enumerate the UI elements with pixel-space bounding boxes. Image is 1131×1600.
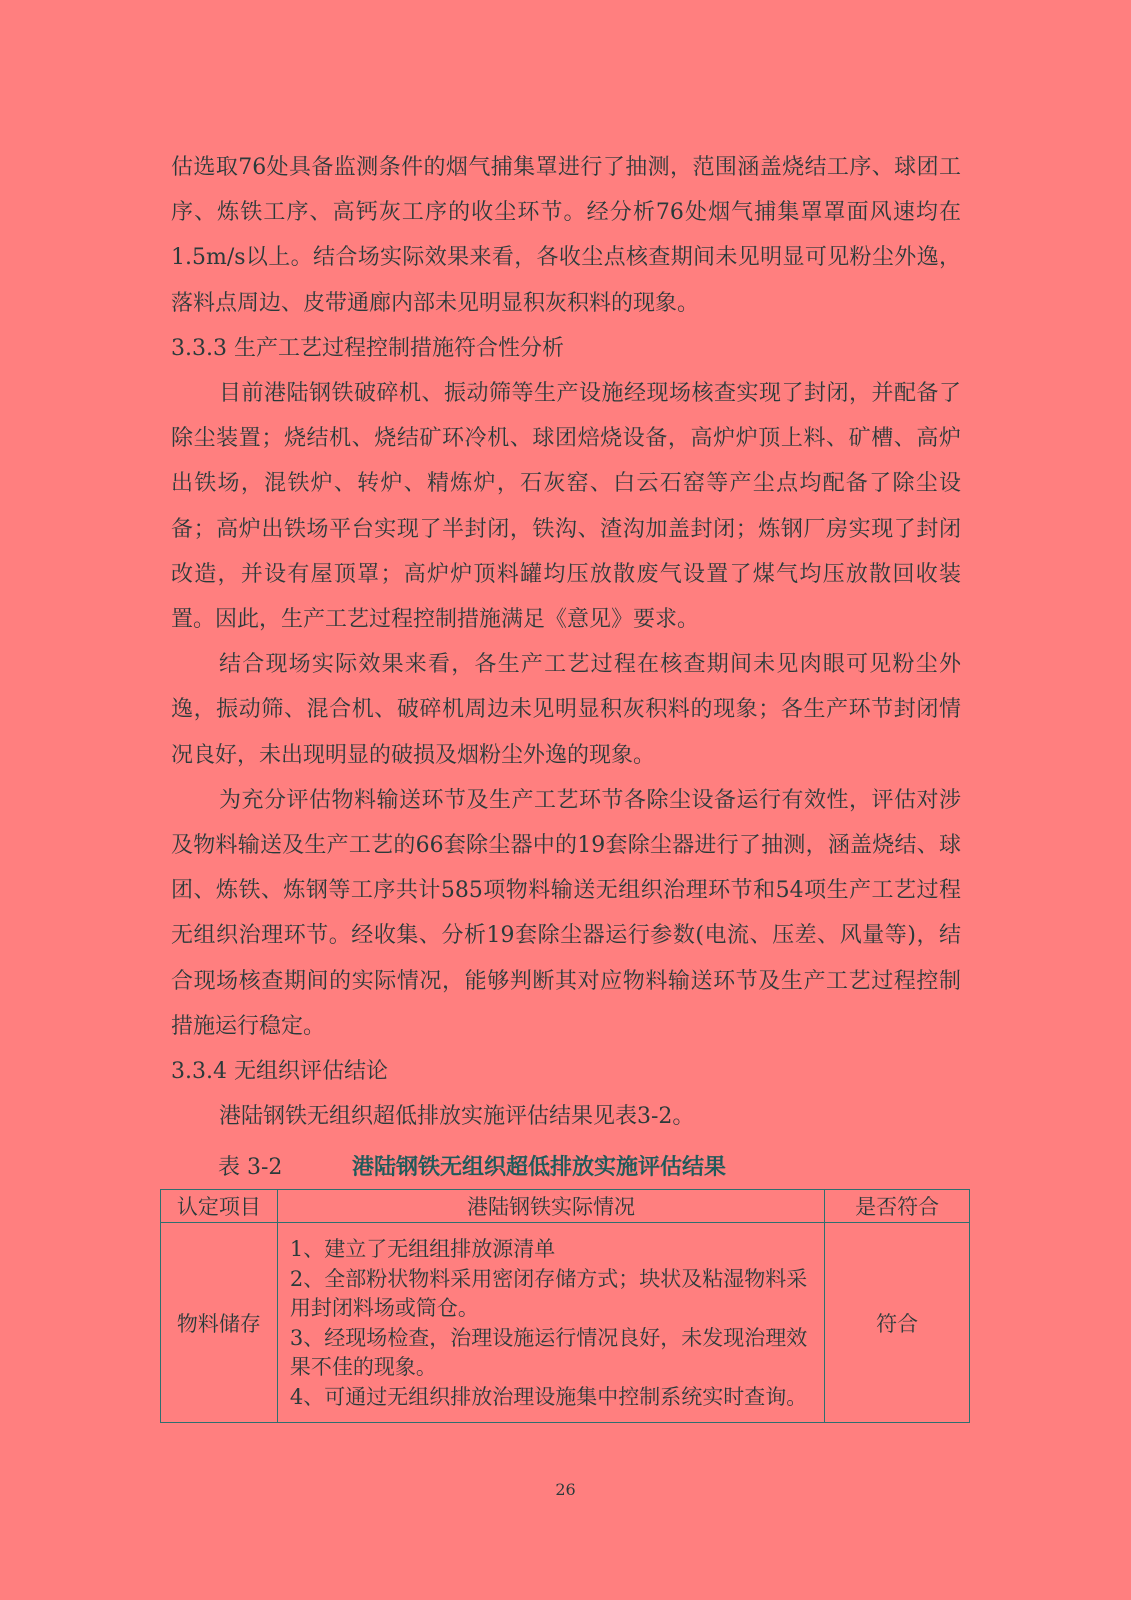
detail-line: 2、全部粉状物料采用密闭存储方式；块状及粘湿物料采用封闭料场或筒仓。 [289,1266,808,1320]
row-item: 物料储存 [161,1223,278,1423]
body-text [171,145,961,1139]
table-caption [218,1153,978,1183]
detail-line: 3、经现场检查，治理设施运行情况良好，未发现治理效果不佳的现象。 [289,1325,808,1379]
paragraph-process-control: 目前港陆钢铁破碎机、振动筛等生产设施经现场核查实现了封闭，并配备了除尘装置；烧结机、烧结矿环冷机、球团焙烧设备，高炉炉顶上料、矿槽、高炉出铁场，混铁炉、转炉、精炼炉，石灰窑、白云石窑等产尘点均配备了除尘设备；高炉出铁场平台实现了半封闭，铁沟、渣沟加盖封闭；炼钢厂房实现了封闭改造，并设有屋顶罩；高炉炉顶料罐均压放散废气设置了煤气均压放散回收装置。因此，生产工艺过程控制措施满足《意见》要求。 [171,381,961,633]
paragraph-table-reference: 港陆钢铁无组织超低排放实施评估结果见表3-2。 [219,1104,695,1130]
table-number: 表 3-2 [218,1155,283,1180]
header-actual-situation: 港陆钢铁实际情况 [277,1190,824,1223]
table-header-row [161,1190,970,1223]
table-title: 港陆钢铁无组织超低排放实施评估结果 [352,1155,727,1180]
row-details [277,1223,824,1423]
header-item: 认定项目 [161,1190,278,1223]
header-compliance: 是否符合 [825,1190,970,1223]
detail-line: 1、建立了无组组排放源清单 [289,1237,556,1261]
paragraph-field-effect: 结合现场实际效果来看，各生产工艺过程在核查期间未见肉眼可见粉尘外逸，振动筛、混合机、破碎机周边未见明显积灰积料的现象；各生产环节封闭情况良好，未出现明显的破损及烟粉尘外逸的现象。 [171,652,961,768]
paragraph-dust-collector-test: 为充分评估物料输送环节及生产工艺环节各除尘设备运行有效性，评估对涉及物料输送及生产工艺的66套除尘器中的19套除尘器进行了抽测，涵盖烧结、球团、炼铁、炼钢等工序共计585项物料输送无组织治理环节和54项生产工艺过程无组织治理环节。经收集、分析19套除尘器运行参数(电流、压差、风量等)，结合现场核查期间的实际情况，能够判断其对应物料输送环节及生产工艺过程控制措施运行稳定。 [171,787,961,1039]
detail-line: 4、可通过无组织排放治理设施集中控制系统实时查询。 [289,1384,808,1409]
assessment-table [160,1189,970,1423]
table-row [161,1223,970,1423]
row-result: 符合 [825,1223,970,1423]
section-heading-3-3-4: 3.3.4 无组织评估结论 [171,1059,388,1085]
page-number: 26 [555,1480,576,1499]
section-heading-3-3-3: 3.3.3 生产工艺过程控制措施符合性分析 [171,335,564,361]
paragraph-continuation: 估选取76处具备监测条件的烟气捕集罩进行了抽测，范围涵盖烧结工序、球团工序、炼铁工序、高钙灰工序的收尘环节。经分析76处烟气捕集罩罩面风速均在1.5m/s以上。结合场实际效果来看，各收尘点核查期间未见明显可见粉尘外逸，落料点周边、皮带通廊内部未见明显积灰积料的现象。 [171,155,961,316]
